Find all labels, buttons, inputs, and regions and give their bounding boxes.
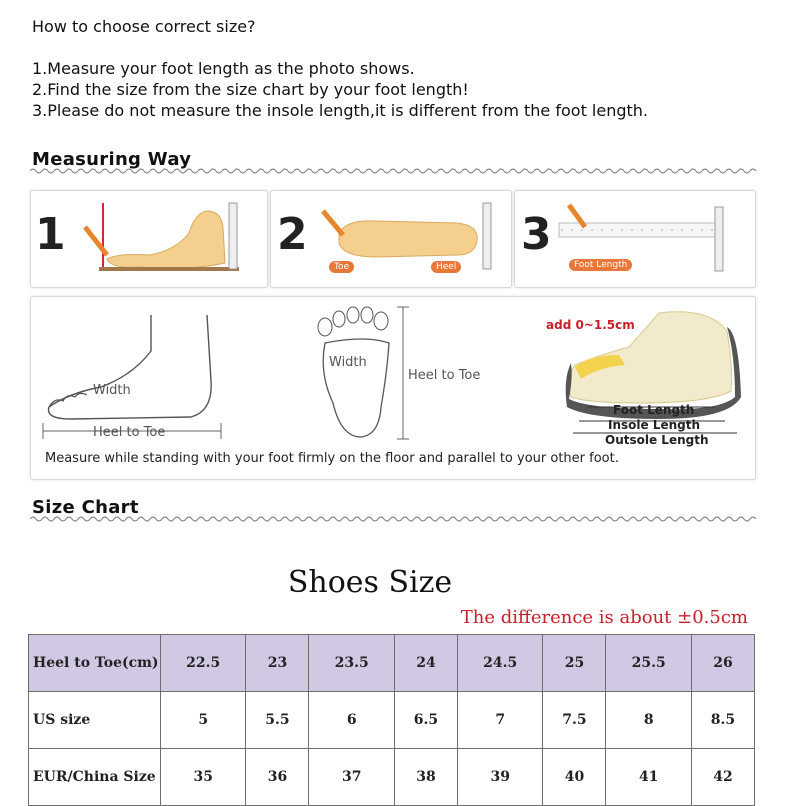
intro-step-3: 3.Please do not measure the insole length,it is different from the foot length.: [32, 101, 649, 120]
size-chart-title: Size Chart: [32, 497, 139, 518]
table-cell: 24.5: [457, 635, 542, 692]
table-cell: 37: [309, 749, 394, 806]
table-cell: 25: [543, 635, 606, 692]
row-label: US size: [29, 692, 161, 749]
table-cell: 36: [246, 749, 309, 806]
step-number-1: 1: [35, 209, 66, 260]
step-panel-2: [270, 190, 512, 288]
label-outsole-length: Outsole Length: [605, 433, 709, 447]
table-cell: 5: [161, 692, 246, 749]
table-cell: 8.5: [691, 692, 754, 749]
table-cell: 6.5: [394, 692, 457, 749]
table-cell: 40: [543, 749, 606, 806]
intro-question: How to choose correct size?: [32, 17, 256, 36]
tag-heel: Heel: [431, 261, 461, 273]
foot-print-outline: [315, 303, 415, 445]
step-panel-3: [514, 190, 756, 288]
label-add-range: add 0~1.5cm: [546, 318, 635, 332]
step-panel-1: [30, 190, 268, 288]
squiggle-divider: [30, 166, 758, 176]
table-cell: 38: [394, 749, 457, 806]
label-insole-length: Insole Length: [608, 418, 701, 432]
intro-step-1: 1.Measure your foot length as the photo shows.: [32, 59, 415, 78]
measuring-way-title: Measuring Way: [32, 149, 192, 170]
table-cell: 6: [309, 692, 394, 749]
table-cell: 8: [606, 692, 691, 749]
measurement-diagram-panel: [30, 296, 756, 480]
difference-note: The difference is about ±0.5cm: [460, 607, 748, 628]
label-foot-length: Foot Length: [613, 403, 695, 417]
foot-side-illustration: [79, 197, 265, 281]
table-row: [29, 749, 755, 806]
label-heel-to-toe-center: Heel to Toe: [408, 368, 481, 383]
table-cell: 35: [161, 749, 246, 806]
label-heel-to-toe-left: Heel to Toe: [93, 425, 166, 440]
size-table: [28, 634, 755, 806]
table-row: [29, 692, 755, 749]
intro-step-2: 2.Find the size from the size chart by your foot length!: [32, 80, 469, 99]
intro-text: [32, 16, 648, 121]
table-cell: 7: [457, 692, 542, 749]
table-cell: 42: [691, 749, 754, 806]
row-label: Heel to Toe(cm): [29, 635, 161, 692]
table-cell: 25.5: [606, 635, 691, 692]
measure-instruction: Measure while standing with your foot firmly on the floor and parallel to your other foot.: [45, 451, 619, 466]
tag-foot-length: Foot Length: [569, 259, 632, 271]
step-number-2: 2: [277, 209, 308, 260]
table-cell: 24: [394, 635, 457, 692]
table-row: [29, 635, 755, 692]
tag-toe: Toe: [329, 261, 354, 273]
table-cell: 7.5: [543, 692, 606, 749]
table-cell: 41: [606, 749, 691, 806]
table-cell: 23.5: [309, 635, 394, 692]
table-cell: 22.5: [161, 635, 246, 692]
table-cell: 23: [246, 635, 309, 692]
shoes-size-title: Shoes Size: [287, 565, 453, 600]
squiggle-divider-2: [30, 514, 758, 524]
label-width-center: Width: [329, 355, 367, 370]
table-cell: 5.5: [246, 692, 309, 749]
step-number-3: 3: [521, 209, 552, 260]
table-cell: 26: [691, 635, 754, 692]
label-width-left: Width: [93, 383, 131, 398]
row-label: EUR/China Size: [29, 749, 161, 806]
table-cell: 39: [457, 749, 542, 806]
